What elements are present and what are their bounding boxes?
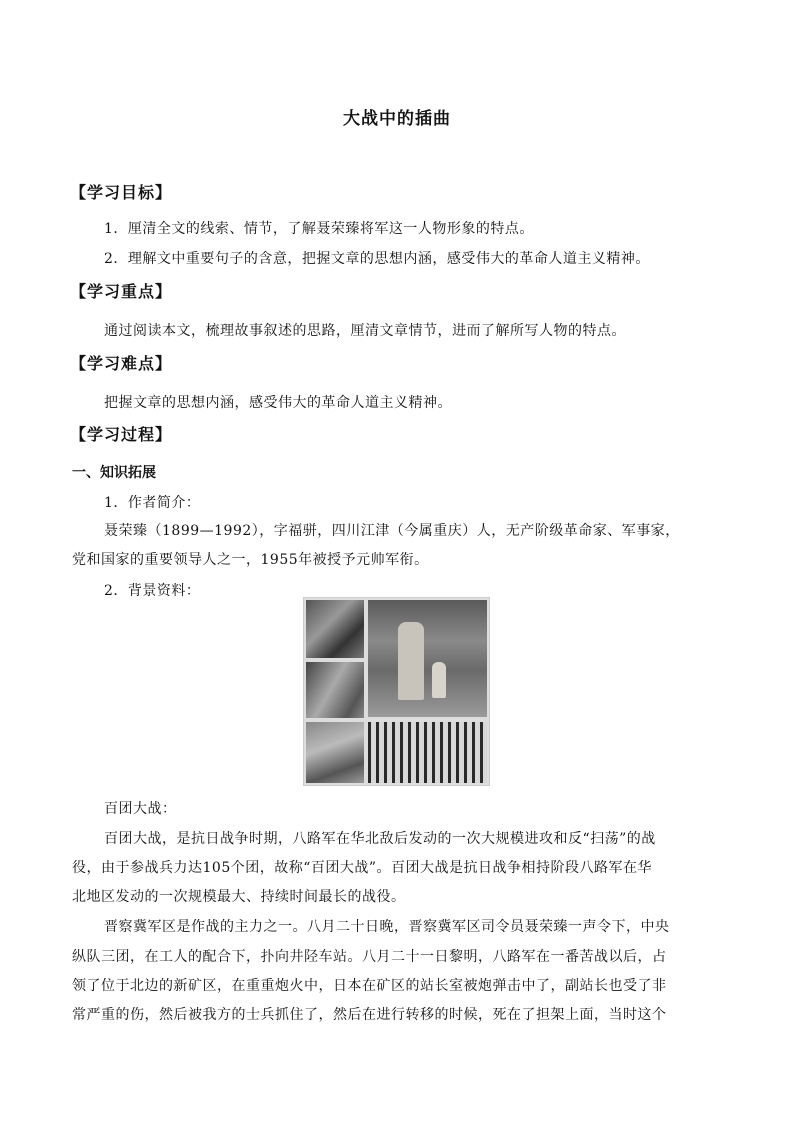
general-figure (398, 622, 424, 700)
goal-item: 2．理解文中重要句子的含意，把握文章的思想内涵，感受伟大的革命人道主义精神。 (104, 251, 650, 267)
photo-letters (368, 722, 487, 783)
page-title: 大战中的插曲 (343, 109, 451, 129)
section-heading-goals: 【学习目标】 (70, 183, 173, 202)
paragraph-line: 纵队三团，在工人的配合下，扑向井陉车站。八月二十一日黎明，八路军在一番苦战以后，占 (72, 949, 667, 965)
paragraph-line: 北地区发动的一次规模最大、持续时间最长的战役。 (72, 889, 406, 905)
battle-label: 百团大战： (104, 801, 177, 817)
child-figure (432, 662, 446, 698)
section-heading-key: 【学习重点】 (70, 282, 173, 301)
key-text: 通过阅读本文，梳理故事叙述的思路，厘清文章情节，进而了解所写人物的特点。 (104, 323, 626, 339)
background-label: 2．背景资料： (104, 583, 201, 599)
knowledge-heading: 一、知识拓展 (72, 465, 156, 481)
paragraph-line: 领了位于北边的新矿区，在重重炮火中，日本在矿区的站长室被炮弹击中了，副站长也受了非 (72, 978, 667, 994)
photo-field (306, 722, 364, 783)
difficult-text: 把握文章的思想内涵，感受伟大的革命人道主义精神。 (104, 395, 452, 411)
goal-item: 1．厘清全文的线索、情节，了解聂荣臻将军这一人物形象的特点。 (104, 221, 534, 237)
photo-general-with-child (368, 600, 487, 717)
section-heading-difficult: 【学习难点】 (70, 354, 173, 373)
author-bio-line: 聂荣臻（1899—1992），字福骈，四川江津（今属重庆）人，无产阶级革命家、军事家， (104, 523, 680, 539)
author-bio-line: 党和国家的重要领导人之一，1955年被授予元帅军衔。 (72, 552, 429, 568)
historical-photo-collage (303, 597, 490, 786)
paragraph-line: 晋察冀军区是作战的主力之一。八月二十日晚，晋察冀军区司令员聂荣臻一声令下，中央 (104, 919, 670, 935)
author-label: 1．作者简介： (104, 495, 201, 511)
photo-soldiers (306, 600, 364, 658)
paragraph-line: 役，由于参战兵力达105个团，故称“百团大战”。百团大战是抗日战争相持阶段八路军在华 (72, 860, 653, 876)
section-heading-process: 【学习过程】 (70, 425, 173, 444)
paragraph-line: 常严重的伤，然后被我方的士兵抓住了，然后在进行转移的时候，死在了担架上面，当时这个 (72, 1007, 667, 1023)
paragraph-line: 百团大战，是抗日战争时期，八路军在华北敌后发动的一次大规模进攻和反“扫荡”的战 (104, 831, 656, 847)
photo-group (306, 662, 364, 718)
